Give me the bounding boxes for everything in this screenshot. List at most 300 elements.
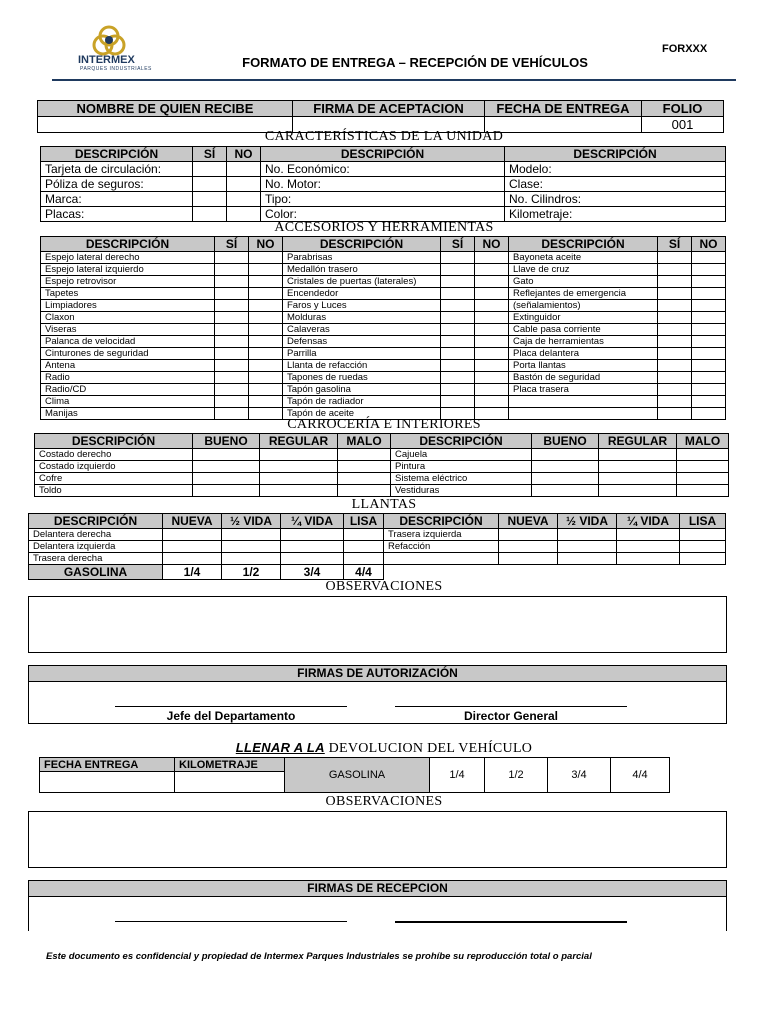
carroceria-item-2: Cajuela: [391, 449, 532, 461]
car-header-si: SÍ: [193, 147, 227, 162]
acc-header-si-2: SÍ: [441, 237, 475, 252]
carroceria-bueno-2[interactable]: [532, 461, 599, 473]
car-desc-1: Póliza de seguros:: [41, 177, 193, 192]
llantas-header-cuarto-1: ¼ VIDA: [281, 514, 344, 529]
carroceria-item-1: Costado derecho: [35, 449, 193, 461]
acc-item-1: Cinturones de seguridad: [41, 348, 215, 360]
acc-no-checkbox-1[interactable]: [249, 348, 283, 360]
caracteristicas-table: [40, 146, 726, 222]
table-row: [35, 473, 729, 485]
acc-si-checkbox-3[interactable]: [658, 396, 692, 408]
carroceria-regular-1[interactable]: [260, 461, 338, 473]
acc-item-2: Tapón de radiador: [283, 396, 441, 408]
acc-no-checkbox-2[interactable]: [475, 276, 509, 288]
acc-item-1: Radio/CD: [41, 384, 215, 396]
acc-no-checkbox-2[interactable]: [475, 348, 509, 360]
car2-header-desc-2: DESCRIPCIÓN: [391, 434, 532, 449]
car-header-desc-3: DESCRIPCIÓN: [505, 147, 726, 162]
acc-item-2: Cristales de puertas (laterales): [283, 276, 441, 288]
devolucion-table: [39, 757, 670, 793]
carroceria-regular-1[interactable]: [260, 473, 338, 485]
table-row: [41, 348, 726, 360]
acc-no-checkbox-1[interactable]: [249, 300, 283, 312]
car-no-checkbox[interactable]: [227, 162, 261, 177]
form-code: FORXXX: [662, 43, 708, 55]
car-si-checkbox[interactable]: [193, 162, 227, 177]
acc-si-checkbox-1[interactable]: [215, 348, 249, 360]
table-row: [41, 276, 726, 288]
carroceria-bueno-1[interactable]: [193, 485, 260, 497]
acc-si-checkbox-2[interactable]: [441, 252, 475, 264]
acc-no-checkbox-1[interactable]: [249, 360, 283, 372]
llanta-nueva-1[interactable]: [163, 529, 222, 541]
acc-si-checkbox-2[interactable]: [441, 276, 475, 288]
llantas-header-media-2: ½ VIDA: [558, 514, 617, 529]
llanta-cuarto-1[interactable]: [281, 553, 344, 565]
autorizacion-title: FIRMAS DE AUTORIZACIÓN: [29, 666, 726, 682]
acc-no-checkbox-1[interactable]: [249, 372, 283, 384]
acc-header-no-2: NO: [475, 237, 509, 252]
acc-no-checkbox-3[interactable]: [692, 288, 726, 300]
llanta-cuarto-2[interactable]: [617, 541, 680, 553]
acc-no-checkbox-3[interactable]: [692, 336, 726, 348]
carroceria-item-1: Toldo: [35, 485, 193, 497]
acc-item-3: Extinguidor: [509, 312, 658, 324]
llantas-header-lisa-2: LISA: [680, 514, 726, 529]
llanta-media-1[interactable]: [222, 553, 281, 565]
acc-item-2: Calaveras: [283, 324, 441, 336]
table-row: [29, 529, 726, 541]
acc-item-3: Reflejantes de emergencia: [509, 288, 658, 300]
acc-item-3: Bastón de seguridad: [509, 372, 658, 384]
header-folio: FOLIO: [642, 101, 724, 117]
acc-no-checkbox-2[interactable]: [475, 372, 509, 384]
gasolina-level-2[interactable]: 1/2: [222, 565, 281, 580]
car-no-checkbox[interactable]: [227, 177, 261, 192]
llanta-nueva-1[interactable]: [163, 541, 222, 553]
section-title-devolucion: [0, 740, 768, 757]
carroceria-item-1: Cofre: [35, 473, 193, 485]
acc-si-checkbox-2[interactable]: [441, 336, 475, 348]
acc-si-checkbox-1[interactable]: [215, 312, 249, 324]
acc-item-3: Gato: [509, 276, 658, 288]
acc-si-checkbox-3[interactable]: [658, 300, 692, 312]
observaciones-1-box[interactable]: [28, 596, 727, 653]
table-row: [41, 288, 726, 300]
car2-header-bueno-1: BUENO: [193, 434, 260, 449]
car2-header-malo-1: MALO: [338, 434, 391, 449]
acc-si-checkbox-3[interactable]: [658, 372, 692, 384]
gasolina-level-4[interactable]: 4/4: [344, 565, 384, 580]
table-row: [41, 324, 726, 336]
signature-label-jefe: Jefe del Departamento: [166, 709, 296, 723]
signature-line-director[interactable]: [395, 706, 627, 707]
acc-header-si-1: SÍ: [215, 237, 249, 252]
recepcion-box: [28, 880, 727, 931]
car-header-desc-1: DESCRIPCIÓN: [41, 147, 193, 162]
acc-no-checkbox-3[interactable]: [692, 312, 726, 324]
carroceria-malo-2[interactable]: [677, 485, 729, 497]
section-title-carroceria: CARROCERÍA E INTERIORES: [287, 417, 481, 432]
acc-item-2: Tapones de ruedas: [283, 372, 441, 384]
llantas-table: [28, 513, 726, 580]
carroceria-malo-2[interactable]: [677, 461, 729, 473]
header-rule: [52, 79, 736, 81]
acc-header-no-1: NO: [249, 237, 283, 252]
car-header-no: NO: [227, 147, 261, 162]
acc-si-checkbox-2[interactable]: [441, 360, 475, 372]
llantas-header-nueva-2: NUEVA: [499, 514, 558, 529]
table-row: [35, 449, 729, 461]
acc-item-2: Tapón de aceite: [283, 408, 441, 420]
acc-no-checkbox-1[interactable]: [249, 384, 283, 396]
devolucion-title-rest: DEVOLUCION DEL VEHÍCULO: [324, 741, 533, 756]
llanta-nueva-1[interactable]: [163, 553, 222, 565]
carroceria-malo-2[interactable]: [677, 449, 729, 461]
devolucion-fecha-label: FECHA ENTREGA: [40, 758, 175, 772]
acc-si-checkbox-2[interactable]: [441, 348, 475, 360]
acc-no-checkbox-3[interactable]: [692, 252, 726, 264]
acc-no-checkbox-2[interactable]: [475, 336, 509, 348]
acc-si-checkbox-3[interactable]: [658, 312, 692, 324]
car-desc-3: Modelo:: [505, 162, 726, 177]
car-desc-3: Clase:: [505, 177, 726, 192]
acc-si-checkbox-1[interactable]: [215, 336, 249, 348]
acc-no-checkbox-2[interactable]: [475, 300, 509, 312]
acc-no-checkbox-3[interactable]: [692, 360, 726, 372]
acc-item-2: Llanta de refacción: [283, 360, 441, 372]
acc-no-checkbox-2[interactable]: [475, 324, 509, 336]
acc-no-checkbox-3[interactable]: [692, 324, 726, 336]
car-desc-1: Placas:: [41, 207, 193, 222]
acc-no-checkbox-2[interactable]: [475, 360, 509, 372]
acc-item-1: Manijas: [41, 408, 215, 420]
acc-no-checkbox-1[interactable]: [249, 312, 283, 324]
llanta-item-1: Trasera derecha: [29, 553, 163, 565]
acc-si-checkbox-2[interactable]: [441, 264, 475, 276]
acc-item-2: Molduras: [283, 312, 441, 324]
acc-no-checkbox-2[interactable]: [475, 252, 509, 264]
acc-si-checkbox-3[interactable]: [658, 276, 692, 288]
gasolina-level-3[interactable]: 3/4: [281, 565, 344, 580]
carroceria-malo-1[interactable]: [338, 485, 391, 497]
acc-si-checkbox-3[interactable]: [658, 336, 692, 348]
acc-item-3: Porta llantas: [509, 360, 658, 372]
llantas-header-desc-2: DESCRIPCIÓN: [384, 514, 499, 529]
carroceria-bueno-2[interactable]: [532, 449, 599, 461]
carroceria-regular-1[interactable]: [260, 485, 338, 497]
llanta-media-1[interactable]: [222, 541, 281, 553]
acc-si-checkbox-3[interactable]: [658, 288, 692, 300]
devolucion-fecha-field[interactable]: [40, 772, 175, 793]
header-firma: FIRMA DE ACEPTACION: [293, 101, 485, 117]
acc-no-checkbox-3[interactable]: [692, 372, 726, 384]
footer-note: Este documento es confidencial y propiedad de Intermex Parques Industriales se prohíbe su reproducción total o parcial: [46, 951, 592, 962]
acc-no-checkbox-1[interactable]: [249, 396, 283, 408]
page-title: FORMATO DE ENTREGA – RECEPCIÓN DE VEHÍCULOS: [242, 55, 588, 70]
acc-item-1: Antena: [41, 360, 215, 372]
acc-header-desc-2: DESCRIPCIÓN: [283, 237, 441, 252]
section-title-accesorios: ACCESORIOS Y HERRAMIENTAS: [274, 220, 494, 235]
carroceria-item-2: Pintura: [391, 461, 532, 473]
llanta-cuarto-2[interactable]: [617, 529, 680, 541]
carroceria-table: [34, 433, 729, 497]
llantas-header-cuarto-2: ¼ VIDA: [617, 514, 680, 529]
table-row: [41, 177, 726, 192]
car-desc-2: No. Motor:: [261, 177, 505, 192]
devolucion-level-4[interactable]: 4/4: [611, 758, 670, 793]
table-row: [41, 300, 726, 312]
carroceria-regular-1[interactable]: [260, 449, 338, 461]
recepcion-title: FIRMAS DE RECEPCION: [29, 881, 726, 897]
llanta-nueva-2[interactable]: [499, 553, 558, 565]
acc-header-si-3: SÍ: [658, 237, 692, 252]
accesorios-table: [40, 236, 726, 420]
carroceria-regular-2[interactable]: [599, 485, 677, 497]
acc-si-checkbox-1[interactable]: [215, 264, 249, 276]
car-header-desc-2: DESCRIPCIÓN: [261, 147, 505, 162]
acc-no-checkbox-1[interactable]: [249, 336, 283, 348]
llanta-lisa-1[interactable]: [344, 541, 384, 553]
carroceria-regular-2[interactable]: [599, 461, 677, 473]
carroceria-malo-1[interactable]: [338, 461, 391, 473]
section-title-observaciones-1: OBSERVACIONES: [325, 579, 443, 594]
acc-no-checkbox-2[interactable]: [475, 396, 509, 408]
car2-header-regular-1: REGULAR: [260, 434, 338, 449]
table-row: [41, 360, 726, 372]
acc-si-checkbox-3[interactable]: [658, 384, 692, 396]
devolucion-km-field[interactable]: [175, 772, 285, 793]
acc-item-1: Espejo lateral derecho: [41, 252, 215, 264]
acc-no-checkbox-1[interactable]: [249, 264, 283, 276]
acc-item-2: Medallón trasero: [283, 264, 441, 276]
signature-line-recepcion-left[interactable]: [115, 921, 347, 922]
carroceria-bueno-2[interactable]: [532, 473, 599, 485]
acc-si-checkbox-2[interactable]: [441, 288, 475, 300]
llanta-lisa-2[interactable]: [680, 541, 726, 553]
acc-no-checkbox-3[interactable]: [692, 384, 726, 396]
car-desc-2: Tipo:: [261, 192, 505, 207]
llanta-lisa-2[interactable]: [680, 529, 726, 541]
acc-item-1: Claxon: [41, 312, 215, 324]
llanta-item-1: Delantera derecha: [29, 529, 163, 541]
llanta-lisa-1[interactable]: [344, 553, 384, 565]
acc-item-1: Palanca de velocidad: [41, 336, 215, 348]
devolucion-level-1[interactable]: 1/4: [430, 758, 485, 793]
llantas-header-lisa-1: LISA: [344, 514, 384, 529]
acc-si-checkbox-1[interactable]: [215, 324, 249, 336]
acc-item-3: Bayoneta aceite: [509, 252, 658, 264]
llantas-header-desc-1: DESCRIPCIÓN: [29, 514, 163, 529]
llanta-media-2[interactable]: [558, 529, 617, 541]
acc-item-3: Llave de cruz: [509, 264, 658, 276]
acc-item-3: Placa delantera: [509, 348, 658, 360]
car-desc-3: Kilometraje:: [505, 207, 726, 222]
car-si-checkbox[interactable]: [193, 177, 227, 192]
car-desc-2: No. Económico:: [261, 162, 505, 177]
header-fecha: FECHA DE ENTREGA: [485, 101, 642, 117]
llanta-cuarto-1[interactable]: [281, 529, 344, 541]
acc-si-checkbox-1[interactable]: [215, 384, 249, 396]
acc-no-checkbox-2[interactable]: [475, 264, 509, 276]
acc-no-checkbox-1[interactable]: [249, 276, 283, 288]
carroceria-bueno-1[interactable]: [193, 449, 260, 461]
carroceria-item-1: Costado izquierdo: [35, 461, 193, 473]
llantas-header-nueva-1: NUEVA: [163, 514, 222, 529]
llanta-item-2: Refacción: [384, 541, 499, 553]
acc-item-1: Espejo lateral izquierdo: [41, 264, 215, 276]
table-row: [41, 336, 726, 348]
logo-text: INTERMEX: [78, 54, 135, 66]
car2-header-bueno-2: BUENO: [532, 434, 599, 449]
acc-no-checkbox-3[interactable]: [692, 348, 726, 360]
acc-si-checkbox-1[interactable]: [215, 288, 249, 300]
acc-si-checkbox-2[interactable]: [441, 324, 475, 336]
table-row: [29, 541, 726, 553]
car2-header-desc-1: DESCRIPCIÓN: [35, 434, 193, 449]
gasolina-level-1[interactable]: 1/4: [163, 565, 222, 580]
acc-no-checkbox-3[interactable]: [692, 264, 726, 276]
observaciones-2-box[interactable]: [28, 811, 727, 868]
acc-item-3: Caja de herramientas: [509, 336, 658, 348]
acc-si-checkbox-2[interactable]: [441, 384, 475, 396]
acc-no-checkbox-1[interactable]: [249, 288, 283, 300]
acc-si-checkbox-2[interactable]: [441, 372, 475, 384]
gasolina-label: GASOLINA: [29, 565, 163, 580]
llanta-item-1: Delantera izquierda: [29, 541, 163, 553]
acc-item-1: Limpiadores: [41, 300, 215, 312]
devolucion-level-3[interactable]: 3/4: [548, 758, 611, 793]
acc-si-checkbox-3[interactable]: [658, 360, 692, 372]
acc-item-3: (señalamientos): [509, 300, 658, 312]
section-title-llantas: LLANTAS: [351, 497, 417, 512]
car-desc-3: No. Cilindros:: [505, 192, 726, 207]
carroceria-bueno-2[interactable]: [532, 485, 599, 497]
acc-no-checkbox-2[interactable]: [475, 384, 509, 396]
devolucion-gasolina-label: GASOLINA: [285, 758, 430, 793]
acc-item-1: Tapetes: [41, 288, 215, 300]
acc-item-2: Encendedor: [283, 288, 441, 300]
acc-item-2: Parabrisas: [283, 252, 441, 264]
llanta-media-2[interactable]: [558, 553, 617, 565]
folio-value: 001: [642, 117, 724, 133]
carroceria-bueno-1[interactable]: [193, 473, 260, 485]
acc-si-checkbox-3[interactable]: [658, 324, 692, 336]
header-nombre: NOMBRE DE QUIEN RECIBE: [38, 101, 293, 117]
table-row: [35, 461, 729, 473]
acc-no-checkbox-2[interactable]: [475, 288, 509, 300]
devolucion-title-italic: LLENAR A LA: [235, 740, 325, 755]
acc-item-1: Clima: [41, 396, 215, 408]
carroceria-regular-2[interactable]: [599, 449, 677, 461]
acc-no-checkbox-2[interactable]: [475, 312, 509, 324]
llanta-lisa-2[interactable]: [680, 553, 726, 565]
car-no-checkbox[interactable]: [227, 192, 261, 207]
acc-header-desc-3: DESCRIPCIÓN: [509, 237, 658, 252]
llanta-item-2: [384, 553, 499, 565]
acc-si-checkbox-1[interactable]: [215, 276, 249, 288]
carroceria-malo-1[interactable]: [338, 449, 391, 461]
acc-no-checkbox-3[interactable]: [692, 396, 726, 408]
signature-label-director: Director General: [463, 709, 559, 723]
llantas-header-media-1: ½ VIDA: [222, 514, 281, 529]
car-si-checkbox[interactable]: [193, 192, 227, 207]
llanta-item-2: Trasera izquierda: [384, 529, 499, 541]
carroceria-malo-1[interactable]: [338, 473, 391, 485]
table-row: [41, 192, 726, 207]
carroceria-item-2: Sistema eléctrico: [391, 473, 532, 485]
llanta-cuarto-1[interactable]: [281, 541, 344, 553]
car-desc-1: Tarjeta de circulación:: [41, 162, 193, 177]
acc-si-checkbox-3[interactable]: [658, 348, 692, 360]
acc-si-checkbox-1[interactable]: [215, 360, 249, 372]
carroceria-malo-2[interactable]: [677, 473, 729, 485]
table-row: [35, 485, 729, 497]
car2-header-malo-2: MALO: [677, 434, 729, 449]
car-desc-2: Color:: [261, 207, 505, 222]
acc-item-1: Viseras: [41, 324, 215, 336]
llanta-cuarto-2[interactable]: [617, 553, 680, 565]
acc-no-checkbox-3[interactable]: [692, 276, 726, 288]
acc-si-checkbox-1[interactable]: [215, 300, 249, 312]
acc-item-2: Tapón gasolina: [283, 384, 441, 396]
llanta-lisa-1[interactable]: [344, 529, 384, 541]
acc-si-checkbox-1[interactable]: [215, 372, 249, 384]
acc-no-checkbox-1[interactable]: [249, 324, 283, 336]
table-row: [41, 396, 726, 408]
carroceria-bueno-1[interactable]: [193, 461, 260, 473]
acc-no-checkbox-3[interactable]: [692, 300, 726, 312]
devolucion-km-label: KILOMETRAJE: [175, 758, 285, 772]
acc-si-checkbox-3[interactable]: [658, 252, 692, 264]
acc-item-2: Defensas: [283, 336, 441, 348]
table-row: [29, 553, 726, 565]
table-row: [41, 384, 726, 396]
acc-item-2: Faros y Luces: [283, 300, 441, 312]
table-row: [41, 252, 726, 264]
table-row: [41, 312, 726, 324]
acc-item-1: Radio: [41, 372, 215, 384]
section-title-observaciones-2: OBSERVACIONES: [325, 794, 443, 809]
carroceria-item-2: Vestiduras: [391, 485, 532, 497]
llanta-nueva-2[interactable]: [499, 541, 558, 553]
acc-si-checkbox-1[interactable]: [215, 396, 249, 408]
acc-si-checkbox-1[interactable]: [215, 252, 249, 264]
acc-si-checkbox-2[interactable]: [441, 396, 475, 408]
llanta-nueva-2[interactable]: [499, 529, 558, 541]
carroceria-regular-2[interactable]: [599, 473, 677, 485]
llanta-media-2[interactable]: [558, 541, 617, 553]
acc-item-1: Espejo retrovisor: [41, 276, 215, 288]
signature-line-jefe[interactable]: [115, 706, 347, 707]
table-row: [41, 162, 726, 177]
acc-header-no-3: NO: [692, 237, 726, 252]
acc-item-3: Placa trasera: [509, 384, 658, 396]
acc-item-3: Cable pasa corriente: [509, 324, 658, 336]
acc-no-checkbox-1[interactable]: [249, 252, 283, 264]
acc-item-2: Parrilla: [283, 348, 441, 360]
devolucion-level-2[interactable]: 1/2: [485, 758, 548, 793]
table-row: [41, 372, 726, 384]
acc-si-checkbox-2[interactable]: [441, 300, 475, 312]
acc-item-3: [509, 396, 658, 408]
signature-line-recepcion-right[interactable]: [395, 921, 627, 923]
llanta-media-1[interactable]: [222, 529, 281, 541]
section-title-caracteristicas: CARACTERÍSTICAS DE LA UNIDAD: [264, 129, 504, 144]
acc-si-checkbox-3[interactable]: [658, 264, 692, 276]
acc-si-checkbox-2[interactable]: [441, 312, 475, 324]
car-desc-1: Marca:: [41, 192, 193, 207]
